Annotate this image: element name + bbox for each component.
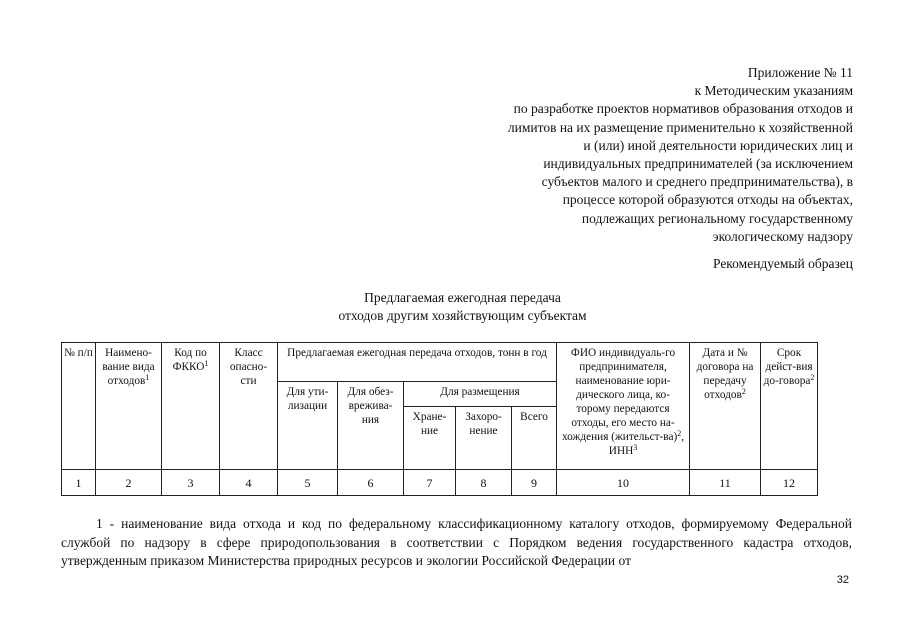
footnote-ref: 1 — [204, 359, 209, 368]
header-waste-name: Наимено-вание вида отходов$^1$ — [96, 343, 162, 470]
column-number: 7 — [404, 470, 456, 496]
footnote-ref: 2 — [810, 373, 815, 382]
waste-transfer-table — [61, 342, 818, 496]
header-recipient: ФИО индивидуаль-го предпринимателя, наименование юри-дического лица, ко-торому передаются отходы, его место на-хождения (жительст-ва)$^2$, ИНН$^3$ — [557, 343, 690, 470]
header-placement: Для размещения — [404, 382, 557, 407]
header-storage: Хране-ние — [404, 407, 456, 470]
column-number: 10 — [557, 470, 690, 496]
appendix-line: экологическому надзору — [712, 228, 853, 244]
footnote-ref: 3 — [633, 443, 638, 452]
appendix-line: подлежащих региональному государственному — [581, 210, 853, 226]
appendix-line: и (или) иной деятельности юридических лиц и — [583, 137, 853, 153]
title-line-1: Предлагаемая ежегодная передача — [364, 290, 561, 305]
appendix-line: Приложение № 11 — [747, 65, 853, 80]
column-number: 2 — [96, 470, 162, 496]
column-number: 12 — [761, 470, 818, 496]
appendix-line: лимитов на их размещение применительно к хозяйственной — [507, 119, 853, 135]
title-line-2: отходов другим хозяйствующим субъектам — [338, 308, 587, 323]
column-number: 5 — [278, 470, 338, 496]
header-utilization: Для ути-лизации — [278, 382, 338, 470]
footnote-ref: 1 — [145, 373, 150, 382]
appendix-line: субъектов малого и среднего предпринимательства), в — [541, 174, 853, 190]
column-number: 4 — [220, 470, 278, 496]
header-annual-transfer: Предлагаемая ежегодная передача отходов, тонн в год — [278, 343, 557, 382]
header-burial: Захоро-нение — [456, 407, 512, 470]
page-number: 32 — [836, 574, 849, 586]
footnote-text: 1 - наименование вида отхода и код по федеральному классификационному каталогу отходов, формируемому Федеральной службой по надзору в сфере природопользования в соответствии с Порядком ведения государственного кадастра отходов, утвержденным приказом Министерства природных ресурсов и экологии Российской Федерации от — [61, 516, 852, 569]
header-total: Всего — [512, 407, 557, 470]
appendix-line: индивидуальных предпринимателей (за исключением — [543, 156, 853, 172]
footnote-ref: 2 — [677, 429, 682, 438]
column-number: 8 — [456, 470, 512, 496]
appendix-header — [433, 64, 853, 246]
column-number: 3 — [162, 470, 220, 496]
appendix-line: к Методическим указаниям — [694, 83, 853, 99]
header-contract-term: Срок дейст-вия до-говора$^2$ — [761, 343, 818, 470]
header-num: № п/п — [62, 343, 96, 470]
header-fkko-code: Код по ФККО$^1$ — [162, 343, 220, 470]
header-hazard-class: Класс опасно-сти — [220, 343, 278, 470]
appendix-line: процессе которой образуются отходы на объектах, — [562, 192, 853, 208]
column-number: 6 — [338, 470, 404, 496]
header-neutralization: Для обез-врежива-ния — [338, 382, 404, 470]
appendix-line: по разработке проектов нормативов образования отходов и — [513, 101, 853, 117]
sample-label: Рекомендуемый образец — [712, 256, 853, 271]
column-number: 11 — [690, 470, 761, 496]
footnote-ref: 2 — [741, 387, 746, 396]
column-number: 9 — [512, 470, 557, 496]
document-title — [250, 289, 675, 325]
column-number: 1 — [62, 470, 96, 496]
header-contract: Дата и № договора на передачу отходов$^2$ — [690, 343, 761, 470]
